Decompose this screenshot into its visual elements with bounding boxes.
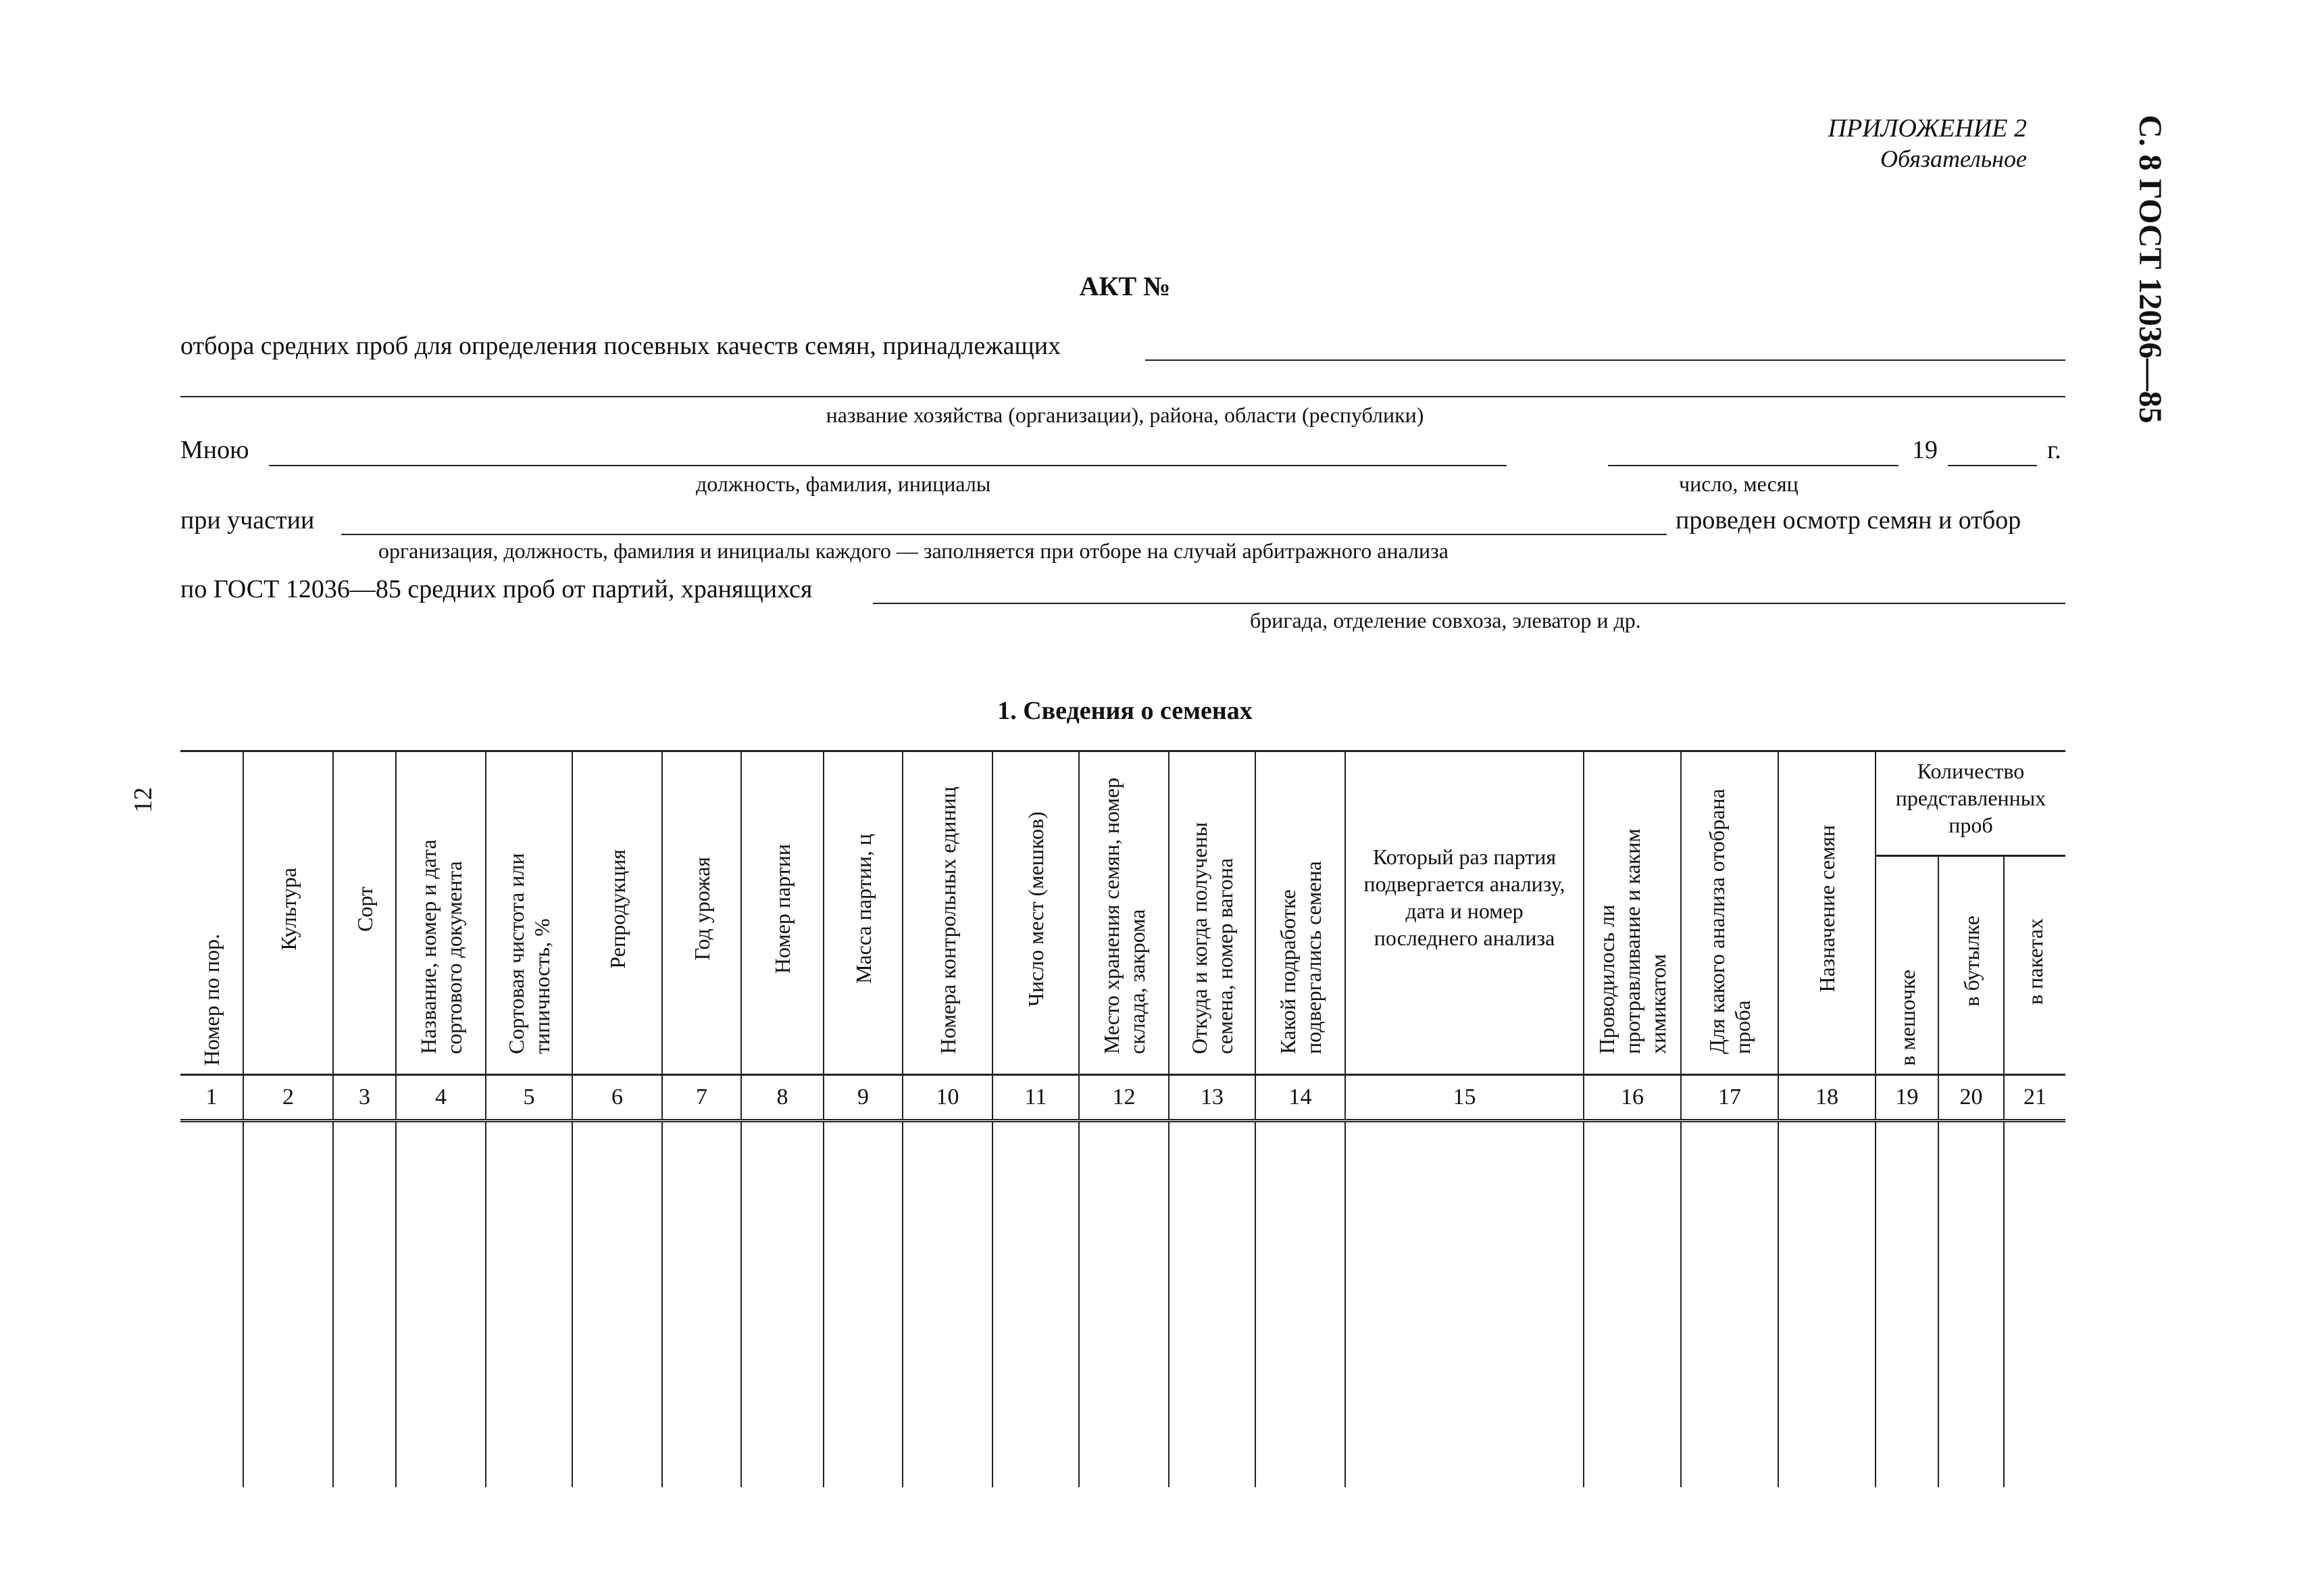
- act-purpose-text: отбора средних проб для определения посевных качеств семян, принадлежащих: [180, 332, 1061, 360]
- col-number: 19: [1876, 1075, 1938, 1121]
- table-cell[interactable]: [1584, 1121, 1681, 1488]
- table-cell[interactable]: [903, 1121, 992, 1488]
- appendix-header: [1828, 114, 2027, 173]
- col-group-samples: Количество представленных проб: [1876, 751, 2065, 856]
- table-cell[interactable]: [992, 1121, 1079, 1488]
- page-number-text: 12: [129, 787, 157, 813]
- standard-code-text: С. 8 ГОСТ 12036—85: [2132, 115, 2168, 424]
- col-number: 20: [1938, 1075, 2004, 1121]
- table-cell[interactable]: [180, 1121, 243, 1488]
- col-number: 7: [662, 1075, 741, 1121]
- year-prefix: 19: [1912, 436, 1938, 464]
- col-header-1: Номер по пор.: [180, 751, 243, 1075]
- participation-field-line[interactable]: [341, 534, 1667, 535]
- appendix-title: ПРИЛОЖЕНИЕ 2: [1828, 114, 2027, 143]
- table-row[interactable]: [180, 1121, 2065, 1488]
- table-cell[interactable]: [1169, 1121, 1255, 1488]
- table-cell[interactable]: [1079, 1121, 1169, 1488]
- col-header-3: Сорт: [333, 751, 396, 1075]
- table-cell[interactable]: [486, 1121, 572, 1488]
- col-number: 14: [1255, 1075, 1345, 1121]
- section-title: 1. Сведения о семенах: [997, 697, 1253, 725]
- owner-field-line[interactable]: [1145, 359, 2065, 361]
- col-header-9: Масса партии, ц: [824, 751, 903, 1075]
- col-number: 11: [992, 1075, 1079, 1121]
- table-cell[interactable]: [741, 1121, 824, 1488]
- col-number: 16: [1584, 1075, 1681, 1121]
- column-numbers-row: [180, 1075, 2065, 1121]
- table-cell[interactable]: [333, 1121, 396, 1488]
- col-number: 3: [333, 1075, 396, 1121]
- participation-caption: организация, должность, фамилия и инициалы каждого — заполняется при отборе на случай арбитражного анализа: [378, 539, 1449, 563]
- table-cell[interactable]: [1255, 1121, 1345, 1488]
- col-header-8: Номер партии: [741, 751, 824, 1075]
- table-cell[interactable]: [2004, 1121, 2065, 1488]
- year-suffix: г.: [2047, 436, 2061, 464]
- col-header-16: Проводилось ли протравливание и каким химикатом: [1584, 751, 1681, 1075]
- owner-caption: название хозяйства (организации), района, области (республики): [826, 403, 1424, 427]
- date-caption: число, месяц: [1679, 472, 1799, 496]
- participation-tail: проведен осмотр семян и отбор: [1676, 506, 2021, 534]
- col-header-15: Который раз партия подвергается анализу, дата и номер последнего анализа: [1345, 751, 1584, 1075]
- col-header-5: Сортовая чистота или типичность, %: [486, 751, 572, 1075]
- col-number: 4: [396, 1075, 486, 1121]
- date-field-line[interactable]: [1608, 465, 1898, 466]
- col-header-20: в бутылке: [1938, 856, 2004, 1075]
- participation-label: при участии: [180, 506, 315, 534]
- table-cell[interactable]: [243, 1121, 333, 1488]
- col-number: 8: [741, 1075, 824, 1121]
- page-number: [128, 787, 155, 828]
- col-header-10: Номера контрольных единиц: [903, 751, 992, 1075]
- col-header-17: Для какого анализа отобрана проба: [1681, 751, 1778, 1075]
- col-number: 15: [1345, 1075, 1584, 1121]
- col-number: 13: [1169, 1075, 1255, 1121]
- storage-text: по ГОСТ 12036—85 средних проб от партий, хранящихся: [180, 575, 813, 603]
- by-caption: должность, фамилия, инициалы: [696, 472, 991, 496]
- table-cell[interactable]: [1938, 1121, 2004, 1488]
- col-header-12: Место хранения семян, номер склада, закрома: [1079, 751, 1169, 1075]
- col-header-21: в пакетах: [2004, 856, 2065, 1075]
- col-header-11: Число мест (мешков): [992, 751, 1079, 1075]
- table-cell[interactable]: [824, 1121, 903, 1488]
- col-header-18: Назначение семян: [1778, 751, 1876, 1075]
- table-cell[interactable]: [1681, 1121, 1778, 1488]
- table-cell[interactable]: [662, 1121, 741, 1488]
- col-number: 6: [572, 1075, 662, 1121]
- by-label: Мною: [180, 436, 249, 464]
- col-header-6: Репродукция: [572, 751, 662, 1075]
- act-title: АКТ №: [1079, 271, 1171, 301]
- table-cell[interactable]: [1778, 1121, 1876, 1488]
- table-cell[interactable]: [1876, 1121, 1938, 1488]
- col-number: 12: [1079, 1075, 1169, 1121]
- storage-caption: бригада, отделение совхоза, элеватор и др.: [1250, 608, 1641, 632]
- table-cell[interactable]: [572, 1121, 662, 1488]
- seed-info-table: [180, 750, 2065, 1487]
- col-header-19: в мешочке: [1876, 856, 1938, 1075]
- col-number: 10: [903, 1075, 992, 1121]
- owner-field-line-2[interactable]: [180, 396, 2065, 397]
- col-number: 21: [2004, 1075, 2065, 1121]
- by-field-line[interactable]: [269, 465, 1507, 466]
- col-header-14: Какой подработке подвергались семена: [1255, 751, 1345, 1075]
- table-cell[interactable]: [1345, 1121, 1584, 1488]
- col-number: 17: [1681, 1075, 1778, 1121]
- col-header-2: Культура: [243, 751, 333, 1075]
- col-header-13: Откуда и когда получены семена, номер вагона: [1169, 751, 1255, 1075]
- storage-field-line[interactable]: [873, 603, 2065, 604]
- col-number: 1: [180, 1075, 243, 1121]
- col-number: 5: [486, 1075, 572, 1121]
- table-cell[interactable]: [396, 1121, 486, 1488]
- year-field-line[interactable]: [1948, 465, 2037, 466]
- col-number: 2: [243, 1075, 333, 1121]
- col-number: 18: [1778, 1075, 1876, 1121]
- col-header-4: Название, номер и дата сортового документа: [396, 751, 486, 1075]
- appendix-status: Обязательное: [1880, 145, 2027, 172]
- col-header-7: Год урожая: [662, 751, 741, 1075]
- col-number: 9: [824, 1075, 903, 1121]
